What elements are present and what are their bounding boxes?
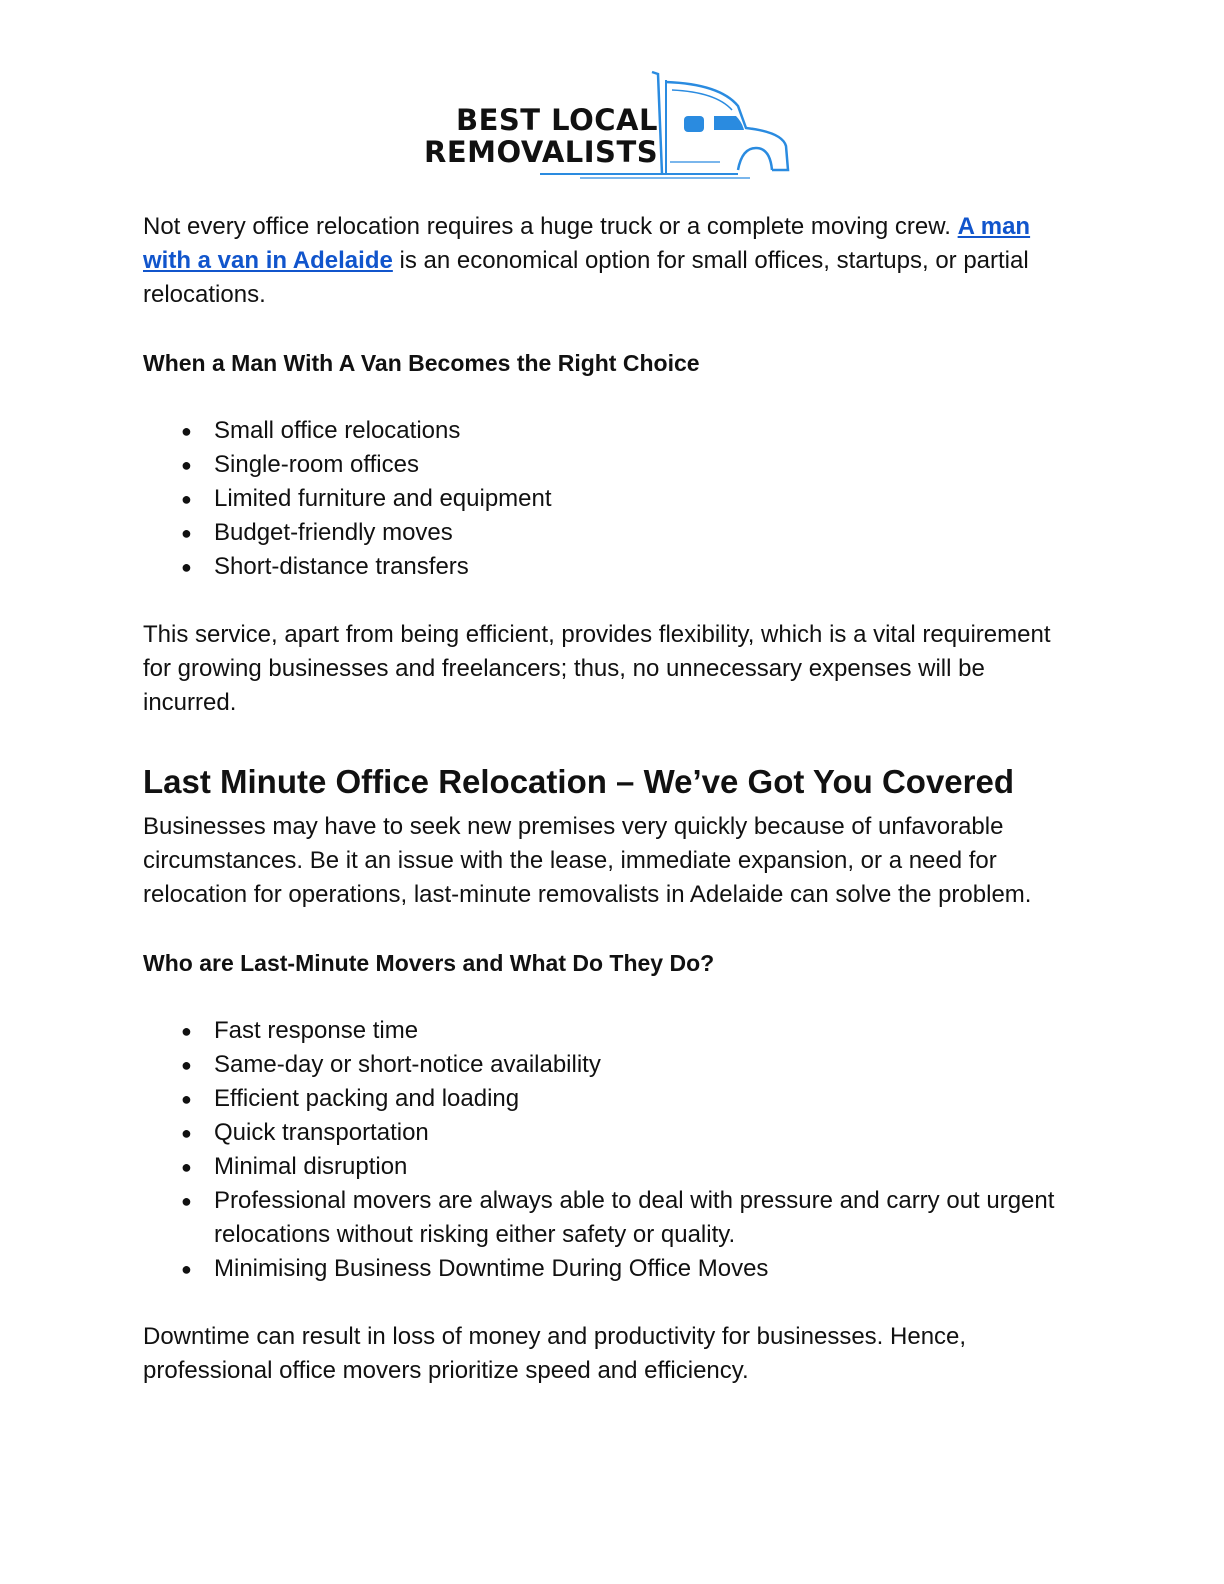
section2-list	[143, 1014, 1073, 1286]
document-body	[143, 210, 1073, 1388]
list-item-text: Minimal disruption	[214, 1153, 408, 1180]
list-item	[143, 1150, 1073, 1184]
list-item-text: Efficient packing and loading	[214, 1085, 520, 1112]
bullet-icon: ●	[181, 421, 192, 441]
bullet-icon: ●	[181, 1157, 192, 1177]
logo-line2: REMOVALISTS	[424, 135, 659, 169]
logo-line1: BEST LOCAL	[456, 103, 658, 137]
intro-text-after: is an economical option for small offices, startups, or partial relocations.	[143, 247, 1029, 308]
intro-paragraph	[143, 210, 1073, 312]
bullet-icon: ●	[181, 557, 192, 577]
section1-heading: When a Man With A Van Becomes the Right Choice	[143, 350, 700, 376]
bullet-icon: ●	[181, 455, 192, 475]
list-item-text: Minimising Business Downtime During Office Moves	[214, 1255, 769, 1282]
list-item-text: Budget-friendly moves	[214, 519, 453, 546]
section1-list	[143, 414, 1073, 584]
bullet-icon: ●	[181, 1055, 192, 1075]
closing-paragraph: Downtime can result in loss of money and productivity for businesses. Hence, professional office movers prioritize speed and efficiency.	[143, 1323, 967, 1384]
list-item-text: Short-distance transfers	[214, 553, 469, 580]
list-item	[143, 1082, 1073, 1116]
list-item	[143, 1116, 1073, 1150]
list-item-text: Fast response time	[214, 1017, 419, 1044]
section2-paragraph: Businesses may have to seek new premises very quickly because of unfavorable circumstances. Be it an issue with the lease, immediate expansion, or a need for relocation for operations, last-minute removalists in Adelaide can solve the problem.	[143, 813, 1032, 908]
list-item-text: Limited furniture and equipment	[214, 485, 552, 512]
section2-title: Last Minute Office Relocation – We’ve Got You Covered	[143, 763, 1015, 800]
section2-subheading: Who are Last-Minute Movers and What Do They Do?	[143, 950, 715, 976]
bullet-icon: ●	[181, 1089, 192, 1109]
list-item	[143, 516, 1073, 550]
list-item	[143, 1014, 1073, 1048]
bullet-icon: ●	[181, 523, 192, 543]
list-item-text: Single-room offices	[214, 451, 419, 478]
bullet-icon: ●	[181, 1191, 192, 1211]
list-item	[143, 1048, 1073, 1082]
list-item-text: Same-day or short-notice availability	[214, 1051, 601, 1078]
bullet-icon: ●	[181, 1259, 192, 1279]
bullet-icon: ●	[181, 1123, 192, 1143]
man-with-van-link[interactable]: A man with a van in Adelaide	[143, 213, 1031, 274]
intro-text-before: Not every office relocation requires a huge truck or a complete moving crew.	[143, 213, 958, 240]
bullet-icon: ●	[181, 1021, 192, 1041]
list-item	[143, 1184, 1073, 1252]
company-logo	[420, 66, 800, 186]
list-item-text: Quick transportation	[214, 1119, 429, 1146]
list-item	[143, 1252, 1073, 1286]
list-item	[143, 482, 1073, 516]
list-item-text: Professional movers are always able to deal with pressure and carry out urgent relocations without risking either safety or quality.	[214, 1187, 1055, 1248]
bullet-icon: ●	[181, 489, 192, 509]
list-item	[143, 550, 1073, 584]
logo-wordmark	[424, 104, 658, 168]
section1-paragraph: This service, apart from being efficient, provides flexibility, which is a vital requirement for growing businesses and freelancers; thus, no unnecessary expenses will be incurred.	[143, 621, 1051, 716]
list-item-text: Small office relocations	[214, 417, 461, 444]
list-item	[143, 448, 1073, 482]
list-item	[143, 414, 1073, 448]
